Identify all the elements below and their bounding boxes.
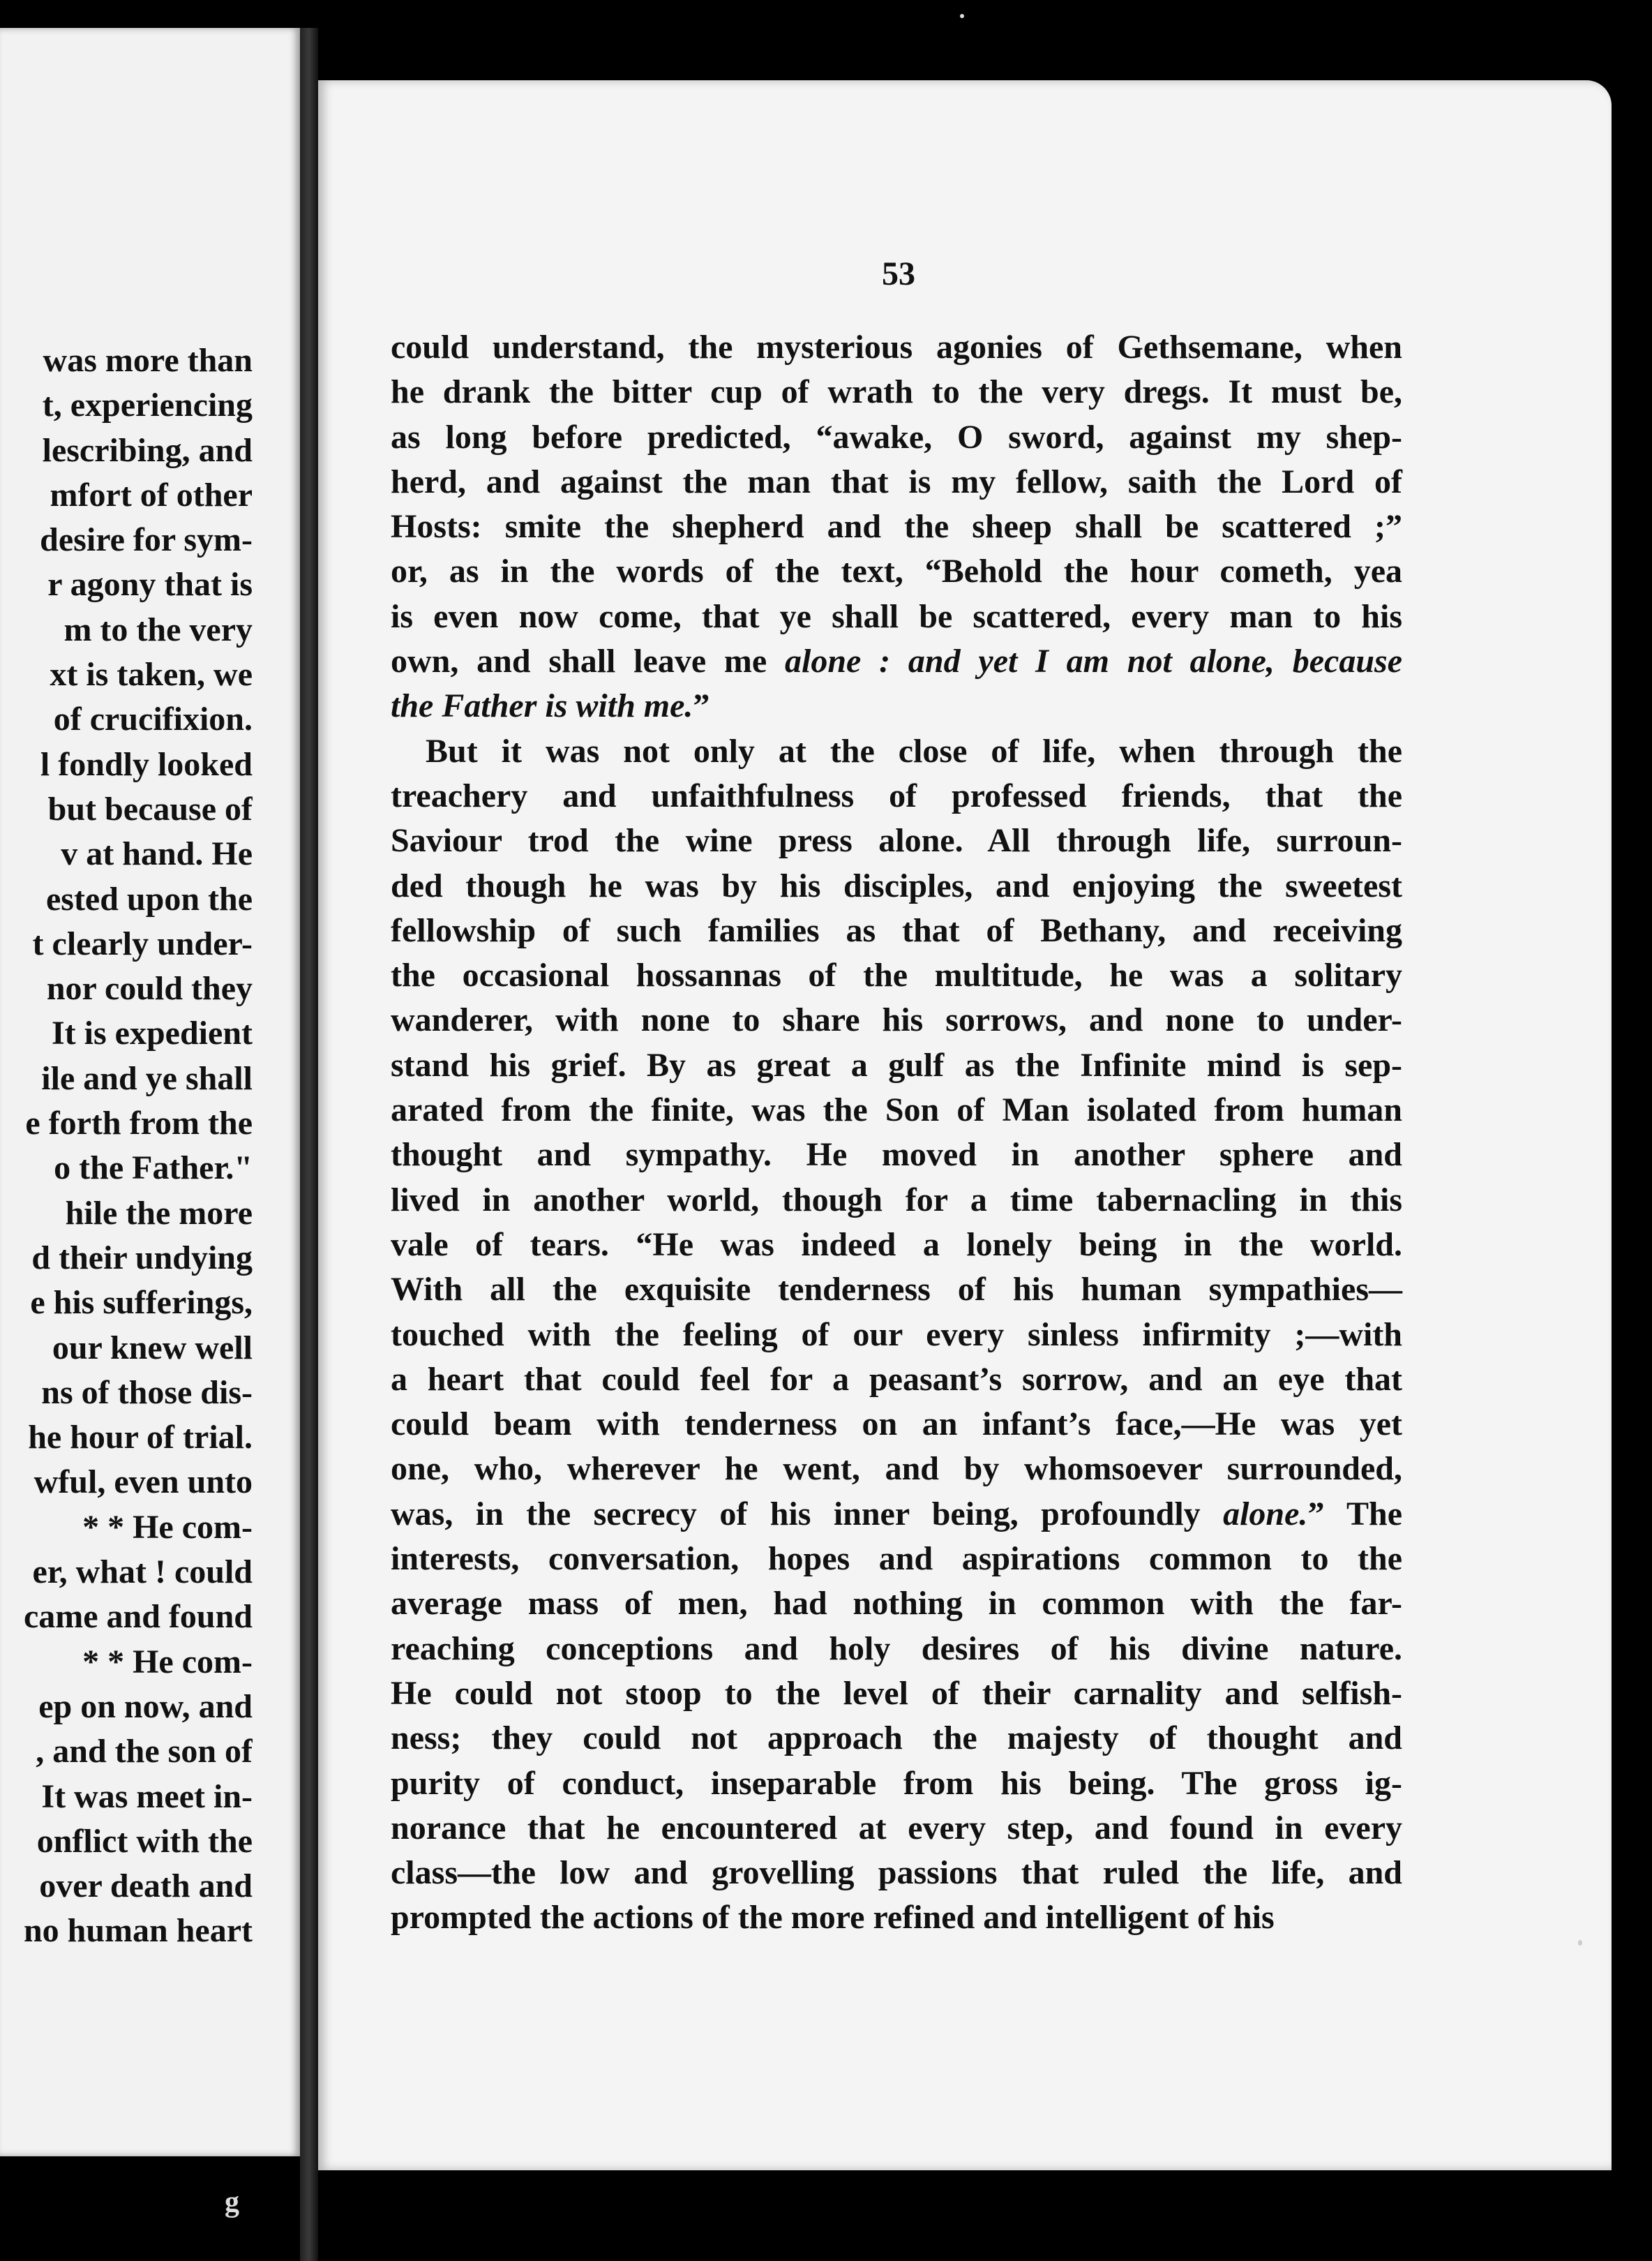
left-text-line: nor could they bbox=[46, 970, 253, 1008]
text-line bbox=[391, 639, 1402, 684]
speck bbox=[1578, 1940, 1582, 1946]
text-run: But it was not only at the close of life, when through the bbox=[426, 732, 1402, 770]
text-line bbox=[391, 1357, 1402, 1402]
book-binding bbox=[300, 28, 318, 2261]
text-run: was, in the secrecy of his inner being, profoundly bbox=[391, 1495, 1224, 1532]
left-text-line: hile the more bbox=[65, 1194, 253, 1232]
text-run: fellowship of such families as that of Bethany, and receiving bbox=[391, 911, 1402, 949]
left-page-text bbox=[0, 338, 253, 1954]
text-run: prompted the actions of the more refined and intelligent of his bbox=[391, 1899, 1275, 1937]
text-run: norance that he encountered at every step, and found in every bbox=[391, 1809, 1402, 1846]
text-run: thought and sympathy. He moved in another sphere and bbox=[391, 1136, 1402, 1174]
text-run: a heart that could feel for a peasant’s sorrow, and an eye that bbox=[391, 1360, 1402, 1398]
text-line bbox=[391, 953, 1402, 998]
text-line bbox=[391, 774, 1402, 819]
left-text-line: * * He com- bbox=[82, 1508, 253, 1546]
text-line bbox=[391, 1537, 1402, 1581]
left-text-line: onflict with the bbox=[36, 1822, 253, 1860]
text-line bbox=[391, 595, 1402, 639]
text-run: treachery and unfaithfulness of professed friends, that the bbox=[391, 777, 1402, 814]
left-text-line: l fondly looked bbox=[40, 745, 253, 783]
left-text-line: o the Father." bbox=[54, 1149, 253, 1187]
text-line bbox=[391, 505, 1402, 549]
text-run: lived in another world, though for a time tabernacling in this bbox=[391, 1181, 1402, 1218]
text-line bbox=[391, 1895, 1402, 1940]
text-run: touched with the feeling of our every sinless infirmity ;—with bbox=[391, 1315, 1402, 1353]
left-text-line: r agony that is bbox=[47, 566, 253, 604]
text-run: could understand, the mysterious agonies of Gethsemane, when bbox=[391, 329, 1402, 366]
text-run: one, who, wherever he went, and by whomsoever surrounded, bbox=[391, 1450, 1402, 1488]
text-run: average mass of men, had nothing in common with the far- bbox=[391, 1585, 1402, 1622]
text-run: the occasional hossannas of the multitude, he was a solitary bbox=[391, 957, 1402, 994]
left-text-line: It was meet in- bbox=[41, 1777, 253, 1815]
left-text-line: t, experiencing bbox=[42, 387, 253, 424]
text-line bbox=[391, 909, 1402, 953]
text-run: could beam with tenderness on an infant’s face,—He was yet bbox=[391, 1405, 1402, 1443]
left-text-line: ile and ye shall bbox=[41, 1059, 253, 1097]
text-line bbox=[391, 370, 1402, 415]
text-run: ded though he was by his disciples, and enjoying the sweetest bbox=[391, 867, 1402, 904]
text-run: class—the low and grovelling passions that ruled the life, and bbox=[391, 1854, 1402, 1892]
text-line bbox=[391, 1447, 1402, 1491]
text-run: Saviour trod the wine press alone. All through life, surroun- bbox=[391, 822, 1402, 860]
left-text-line: e his sufferings, bbox=[30, 1284, 253, 1322]
speck bbox=[960, 14, 964, 18]
text-line bbox=[391, 1313, 1402, 1357]
text-line bbox=[391, 1492, 1402, 1537]
left-text-line: m to the very bbox=[63, 611, 253, 648]
left-text-line: t clearly under- bbox=[32, 925, 253, 962]
left-text-line: d their undying bbox=[31, 1239, 253, 1276]
text-run: stand his grief. By as great a gulf as the Infinite mind is sep- bbox=[391, 1046, 1402, 1084]
text-run: interests, conversation, hopes and aspirations common to the bbox=[391, 1540, 1402, 1578]
left-text-line: xt is taken, we bbox=[50, 656, 253, 694]
text-run: is even now come, that ye shall be scattered, every man to his bbox=[391, 597, 1402, 635]
left-text-line: no human heart bbox=[23, 1912, 253, 1950]
left-text-line: er, what ! could bbox=[32, 1553, 253, 1591]
text-line bbox=[391, 415, 1402, 460]
text-run: purity of conduct, inseparable from his being. The gross ig- bbox=[391, 1764, 1402, 1802]
text-line bbox=[391, 1671, 1402, 1716]
text-run: arated from the finite, was the Son of Man isolated from human bbox=[391, 1091, 1402, 1129]
text-run: ness; they could not approach the majesty of thought and bbox=[391, 1719, 1402, 1757]
left-page bbox=[0, 28, 300, 2218]
text-line bbox=[391, 1088, 1402, 1133]
left-text-line: of crucifixion. bbox=[53, 701, 253, 738]
text-line bbox=[391, 325, 1402, 370]
text-line bbox=[391, 1761, 1402, 1806]
body-text bbox=[391, 325, 1402, 1941]
text-line bbox=[391, 1267, 1402, 1312]
text-run: ” bbox=[693, 687, 710, 725]
text-line bbox=[391, 864, 1402, 909]
left-text-line: over death and bbox=[39, 1867, 253, 1905]
text-run: reaching conceptions and holy desires of his divine nature. bbox=[391, 1629, 1402, 1667]
text-line bbox=[391, 684, 1402, 729]
left-text-line: lescribing, and bbox=[42, 431, 253, 469]
text-line bbox=[391, 1043, 1402, 1088]
left-text-line: ested upon the bbox=[45, 880, 253, 918]
left-text-line: e forth from the bbox=[25, 1105, 253, 1142]
text-run: herd, and against the man that is my fellow, saith the Lord of bbox=[391, 463, 1402, 500]
text-line bbox=[391, 1716, 1402, 1761]
text-line bbox=[391, 1223, 1402, 1267]
left-text-line: our knew well bbox=[52, 1329, 253, 1366]
italic-text: alone : and yet I am not alone, because bbox=[785, 643, 1403, 680]
gutter-mark: g bbox=[225, 2186, 239, 2218]
text-line bbox=[391, 1627, 1402, 1671]
text-run: Hosts: smite the shepherd and the sheep shall be scattered ;” bbox=[391, 508, 1402, 546]
left-text-line: ep on now, and bbox=[38, 1687, 253, 1725]
left-text-line: v at hand. He bbox=[61, 835, 253, 873]
page-number: 53 bbox=[882, 255, 915, 292]
text-run: he drank the bitter cup of wrath to the very dregs. It must be, bbox=[391, 373, 1402, 411]
text-run: ” The bbox=[1307, 1495, 1402, 1532]
left-text-line: wful, even unto bbox=[33, 1463, 253, 1501]
text-run: own, and shall leave me bbox=[391, 643, 786, 680]
text-run: wanderer, with none to share his sorrows, and none to under- bbox=[391, 1001, 1402, 1039]
italic-text: alone. bbox=[1223, 1495, 1308, 1532]
text-run: or, as in the words of the text, “Behold the hour cometh, yea bbox=[391, 553, 1402, 590]
italic-text: the Father is with me. bbox=[391, 687, 693, 725]
left-text-line: desire for sym- bbox=[40, 521, 253, 559]
text-line bbox=[391, 460, 1402, 505]
text-line bbox=[391, 1178, 1402, 1223]
text-line bbox=[391, 819, 1402, 863]
left-text-line: * * He com- bbox=[82, 1643, 253, 1680]
left-text-line: but because of bbox=[47, 790, 253, 828]
left-text-line: It is expedient bbox=[52, 1015, 253, 1052]
text-line bbox=[391, 998, 1402, 1043]
text-line bbox=[391, 1851, 1402, 1895]
text-run: With all the exquisite tenderness of his human sympathies— bbox=[391, 1271, 1402, 1308]
text-line bbox=[391, 729, 1402, 774]
left-text-line: he hour of trial. bbox=[28, 1419, 253, 1456]
text-line bbox=[391, 1581, 1402, 1626]
text-run: as long before predicted, “awake, O sword, against my shep- bbox=[391, 418, 1402, 456]
text-line bbox=[391, 1806, 1402, 1851]
left-text-line: , and the son of bbox=[36, 1733, 253, 1770]
text-line bbox=[391, 549, 1402, 594]
text-run: He could not stoop to the level of their carnality and selfish- bbox=[391, 1674, 1402, 1712]
left-text-line: ns of those dis- bbox=[41, 1373, 253, 1411]
left-text-line: was more than bbox=[43, 342, 253, 379]
text-line bbox=[391, 1133, 1402, 1177]
text-line bbox=[391, 1402, 1402, 1447]
left-text-line: came and found bbox=[23, 1598, 253, 1636]
left-text-line: mfort of other bbox=[50, 476, 253, 514]
text-run: vale of tears. “He was indeed a lonely being in the world. bbox=[391, 1225, 1402, 1263]
